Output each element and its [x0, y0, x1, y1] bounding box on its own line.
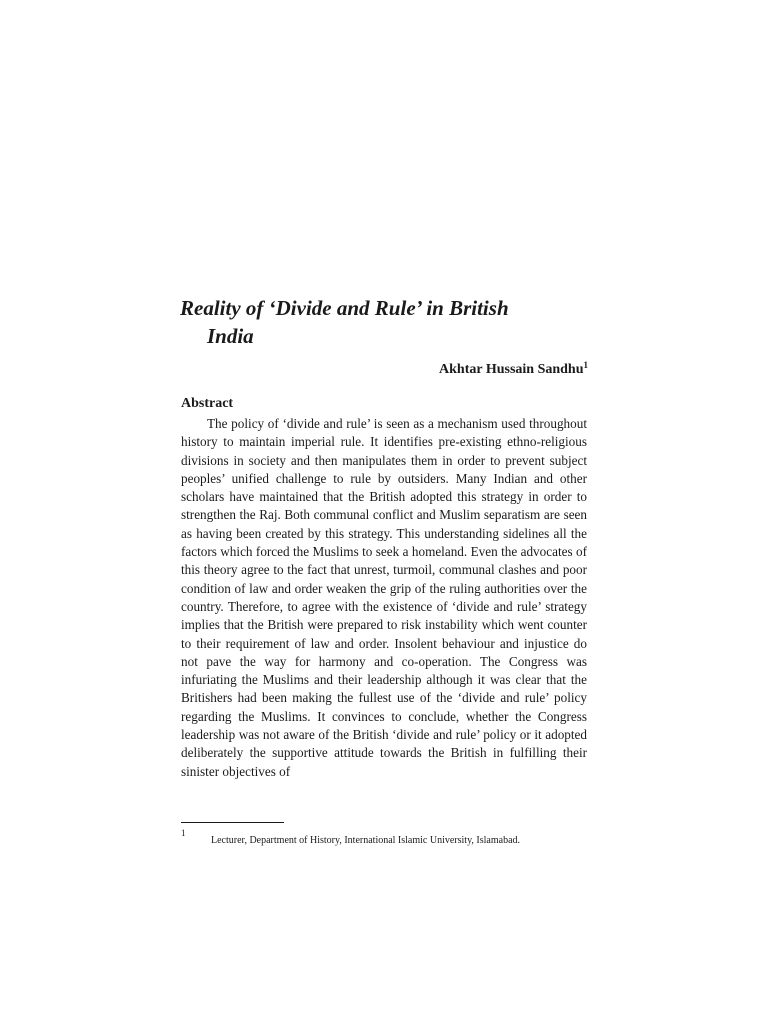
- title-line-1: Reality of ‘Divide and Rule’ in British: [180, 296, 509, 320]
- footnote-marker: 1: [181, 828, 186, 838]
- author-byline: [439, 362, 588, 378]
- author-footnote-marker: 1: [583, 360, 588, 370]
- author-name: Akhtar Hussain Sandhu: [439, 362, 584, 377]
- footnote-text: Lecturer, Department of History, International Islamic University, Islamabad.: [211, 835, 521, 846]
- footnote-divider: [181, 822, 284, 823]
- abstract-heading: Abstract: [181, 396, 234, 411]
- title-line-2: India: [207, 324, 254, 348]
- abstract-body: The policy of ‘divide and rule’ is seen as a mechanism used throughout history to maintain imperial rule. It identifies pre-existing ethno-religious divisions in society and then manipulates them in order to prevent subject peoples’ unified challenge to rule by outsiders. Many Indian and other scholars have maintained that the British adopted this strategy in order to strengthen the Raj. Both communal conflict and Muslim separatism are seen as having been created by this strategy. This understanding sidelines all the factors which forced the Muslims to seek a homeland. Even the advocates of this theory agree to the fact that unrest, turmoil, communal clashes and poor condition of law and order weaken the grip of the ruling authorities over the country. Therefore, to agree with the existence of ‘divide and rule’ strategy implies that the British were prepared to risk instability which went counter to their requirement of law and order. Insolent behaviour and injustice do not pave the way for harmony and co-operation. The Congress was infuriating the Muslims and their leadership although it was clear that the Britishers had been making the fullest use of the ‘divide and rule’ policy regarding the Muslims. It convinces to conclude, whether the Congress leadership was not aware of the British ‘divide and rule’ policy or it adopted deliberately the supportive attitude towards the British in fulfilling their sinister objectives of: [181, 416, 587, 779]
- paper-title: [180, 294, 600, 350]
